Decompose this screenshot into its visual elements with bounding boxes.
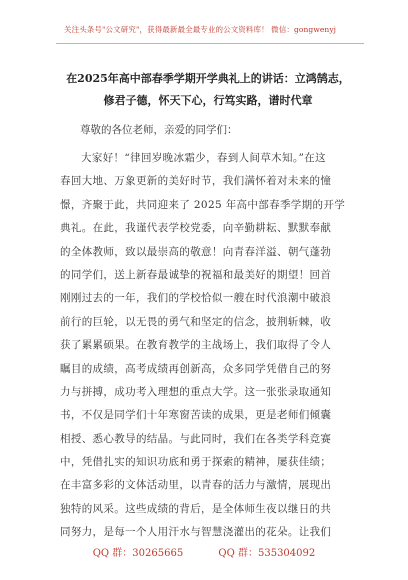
body-line: 刚刚过去的一年，我们的学校恰似一艘在时代浪潮中破浪 <box>60 292 332 305</box>
footer-qq-group-1: QQ 群：30265665 <box>92 548 184 559</box>
title-line-2: 修君子德，怀天下心，行笃实路，谱时代章 <box>103 94 313 107</box>
body-line: 的全体教师，致以最崇高的敬意！向青春洋溢、朝气蓬勃 <box>60 245 332 258</box>
body-line: 的同学们，送上新春最诚挚的祝福和最美好的期望！回首 <box>60 268 332 281</box>
body-line: 书，不仅是同学们十年寒窗苦读的成果，更是老师们倾囊 <box>60 409 332 422</box>
body-line: 憬，齐聚于此，共同迎来了 2025 年高中部春季学期的开学 <box>60 198 346 211</box>
body-line: 春回大地、万象更新的美好时节，我们满怀着对未来的憧 <box>60 175 332 188</box>
body-line: 大家好！“律回岁晚冰霜少，春到人间草木知。”在这 <box>81 152 326 164</box>
body-line: 力与拼搏，成功考入理想的重点大学。这一张张录取通知 <box>60 385 332 398</box>
body-line: 瞩目的成绩，高考成绩再创新高，众多同学凭借自己的努 <box>60 362 332 375</box>
body-line: 独特的风采。这些成绩的背后，是全体师生夜以继日的共 <box>60 502 332 515</box>
header-divider <box>56 43 364 44</box>
salutation: 尊敬的各位老师，亲爱的同学们： <box>80 124 238 136</box>
document-title <box>48 68 368 112</box>
body-line: 中，凭借扎实的知识功底和勇于探索的精神，屡获佳绩； <box>60 456 332 469</box>
header-banner: 关注头条号"公文研究"，获得最新最全最专业的公文资料库！ 微信：gongwenyj <box>64 25 337 34</box>
footer-qq-group-2: QQ 群：535304092 <box>218 548 316 559</box>
body-line: 获了累累硕果。在教育教学的主战场上，我们取得了令人 <box>60 339 332 352</box>
body-line: 在丰富多彩的文体活动里，以青春的活力与激情，展现出 <box>60 479 332 492</box>
body-line: 相授、悉心教导的结晶。与此同时，我们在各类学科竞赛 <box>60 432 332 445</box>
body-line: 前行的巨轮，以无畏的勇气和坚定的信念，披荆斩棘，收 <box>60 315 332 328</box>
body-line: 典礼。在此，我谨代表学校党委，向辛勤耕耘、默默奉献 <box>60 222 332 235</box>
body-line: 同努力，是每一个人用汗水与智慧浇灌出的花朵。让我们 <box>60 526 332 539</box>
title-line-1: 在2025年高中部春季学期开学典礼上的讲话：立鸿鹄志， <box>66 72 350 85</box>
body-text <box>60 147 360 545</box>
footer <box>0 544 408 559</box>
